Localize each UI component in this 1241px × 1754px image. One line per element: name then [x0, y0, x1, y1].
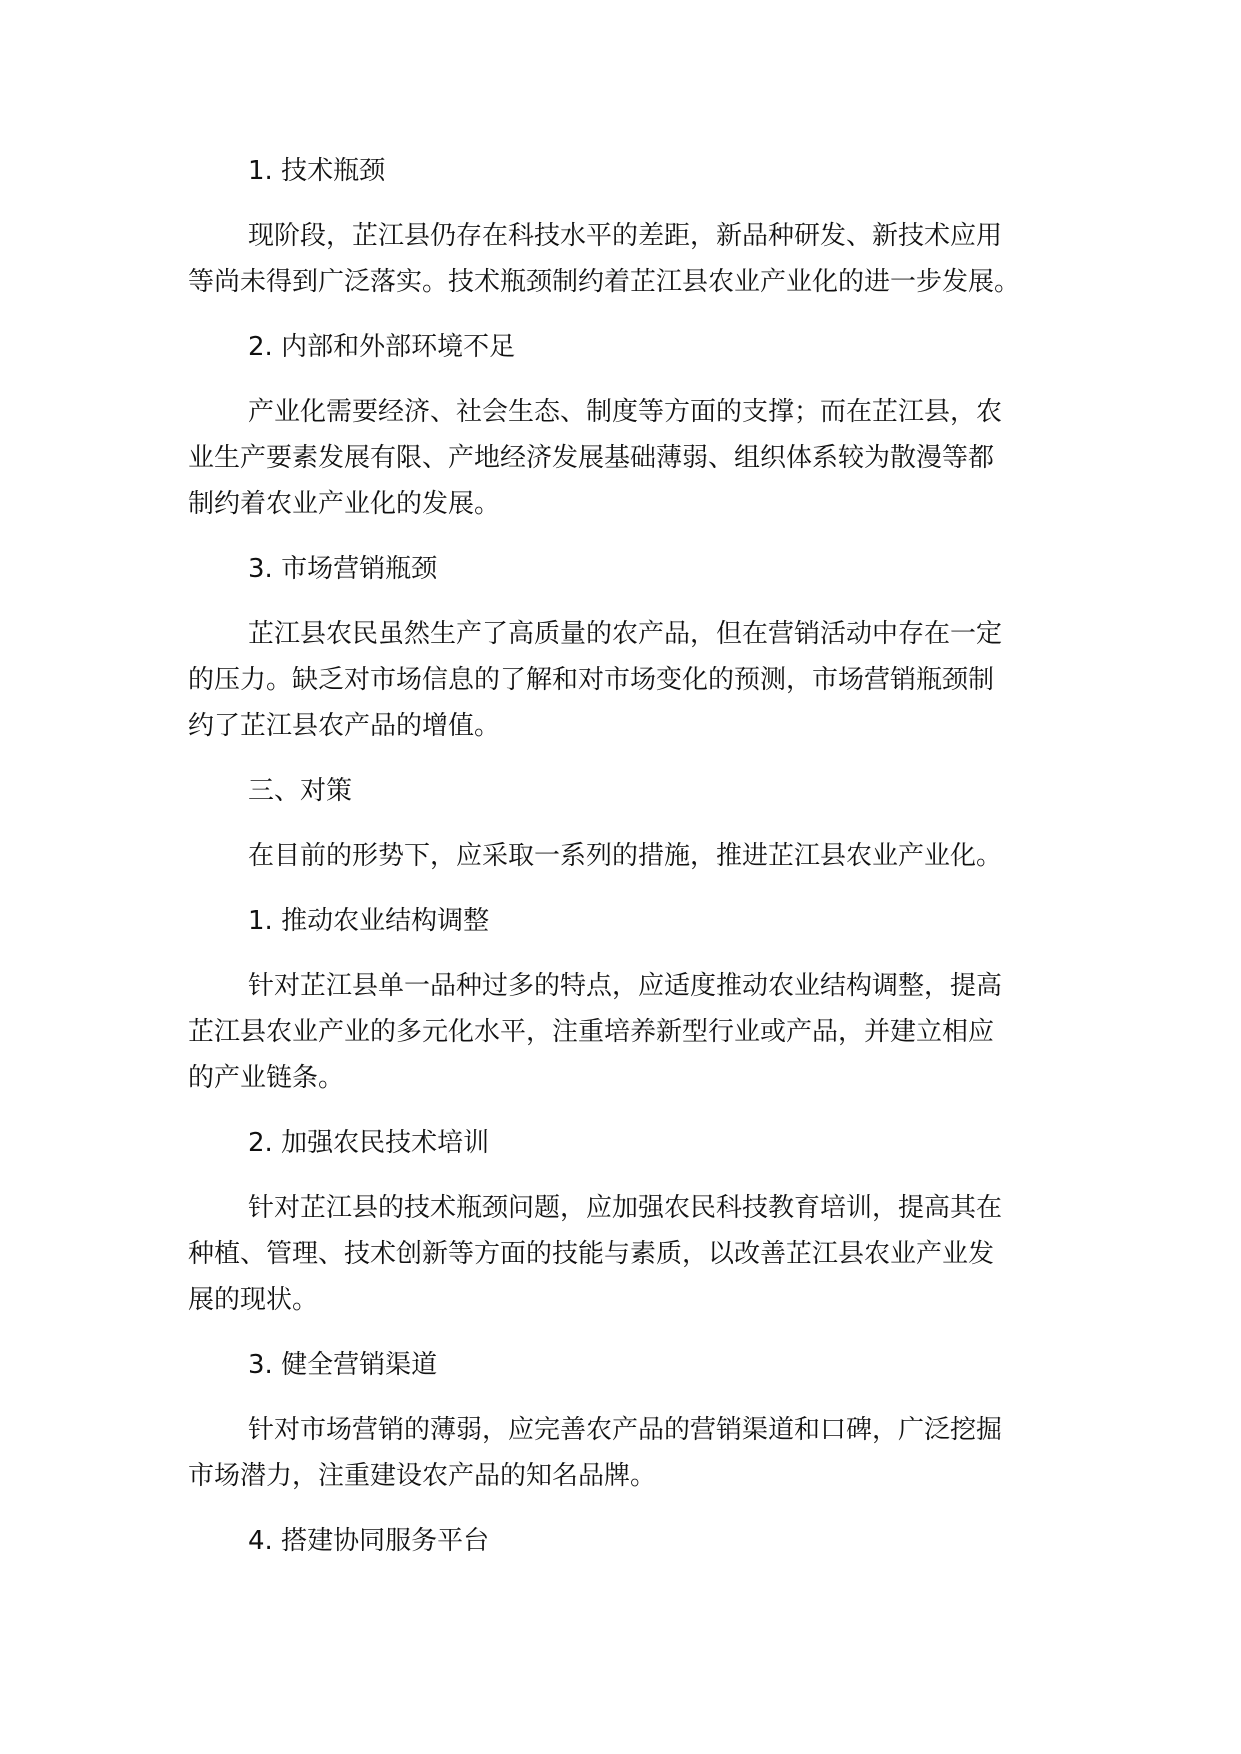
- paragraph-environment: [188, 389, 1068, 527]
- section-heading-structure-adjustment: 1. 推动农业结构调整: [248, 906, 490, 936]
- paragraph-line: 种植、管理、技术创新等方面的技能与素质，以改善芷江县农业产业发: [188, 1239, 995, 1269]
- paragraph-technology-bottleneck: [188, 213, 1068, 305]
- section-heading-service-platform: 4. 搭建协同服务平台: [248, 1526, 490, 1556]
- section-heading-farmer-training: 2. 加强农民技术培训: [248, 1128, 490, 1158]
- paragraph-line: 的压力。缺乏对市场信息的了解和对市场变化的预测，市场营销瓶颈制: [188, 665, 995, 695]
- paragraph-line: 约了芷江县农产品的增值。: [188, 711, 501, 741]
- paragraph-line: 针对芷江县单一品种过多的特点，应适度推动农业结构调整，提高: [248, 971, 1003, 1001]
- paragraph-line: 针对芷江县的技术瓶颈问题，应加强农民科技教育培训，提高其在: [248, 1193, 1003, 1223]
- section-heading-marketing-channels: 3. 健全营销渠道: [248, 1350, 438, 1380]
- paragraph-line: 针对市场营销的薄弱，应完善农产品的营销渠道和口碑，广泛挖掘: [248, 1415, 1003, 1445]
- paragraph-line: 现阶段，芷江县仍存在科技水平的差距，新品种研发、新技术应用: [248, 221, 1003, 251]
- paragraph-line: 的产业链条。: [188, 1063, 345, 1093]
- paragraph-line: 产业化需要经济、社会生态、制度等方面的支撑；而在芷江县，农: [248, 397, 1003, 427]
- paragraph-line: 制约着农业产业化的发展。: [188, 489, 501, 519]
- section-heading-marketing-bottleneck: 3. 市场营销瓶颈: [248, 554, 438, 584]
- section-heading-environment: 2. 内部和外部环境不足: [248, 332, 516, 362]
- paragraph-line: 展的现状。: [188, 1285, 319, 1315]
- document-page: [188, 148, 1068, 1564]
- section-heading-technology-bottleneck: 1. 技术瓶颈: [248, 156, 386, 186]
- paragraph-marketing-channels: [188, 1407, 1068, 1499]
- paragraph-line: 业生产要素发展有限、产地经济发展基础薄弱、组织体系较为散漫等都: [188, 443, 995, 473]
- paragraph-farmer-training: [188, 1185, 1068, 1323]
- paragraph-line: 市场潜力，注重建设农产品的知名品牌。: [188, 1461, 657, 1491]
- paragraph-line: 等尚未得到广泛落实。技术瓶颈制约着芷江县农业产业化的进一步发展。: [188, 267, 1021, 297]
- section-heading-countermeasures: 三、对策: [248, 776, 353, 806]
- paragraph-line: 芷江县农业产业的多元化水平，注重培养新型行业或产品，并建立相应: [188, 1017, 995, 1047]
- paragraph-countermeasures-intro: [188, 833, 1068, 879]
- paragraph-structure-adjustment: [188, 963, 1068, 1101]
- paragraph-line: 芷江县农民虽然生产了高质量的农产品，但在营销活动中存在一定: [248, 619, 1003, 649]
- paragraph-marketing-bottleneck: [188, 611, 1068, 749]
- paragraph-line: 在目前的形势下，应采取一系列的措施，推进芷江县农业产业化。: [248, 841, 1003, 871]
